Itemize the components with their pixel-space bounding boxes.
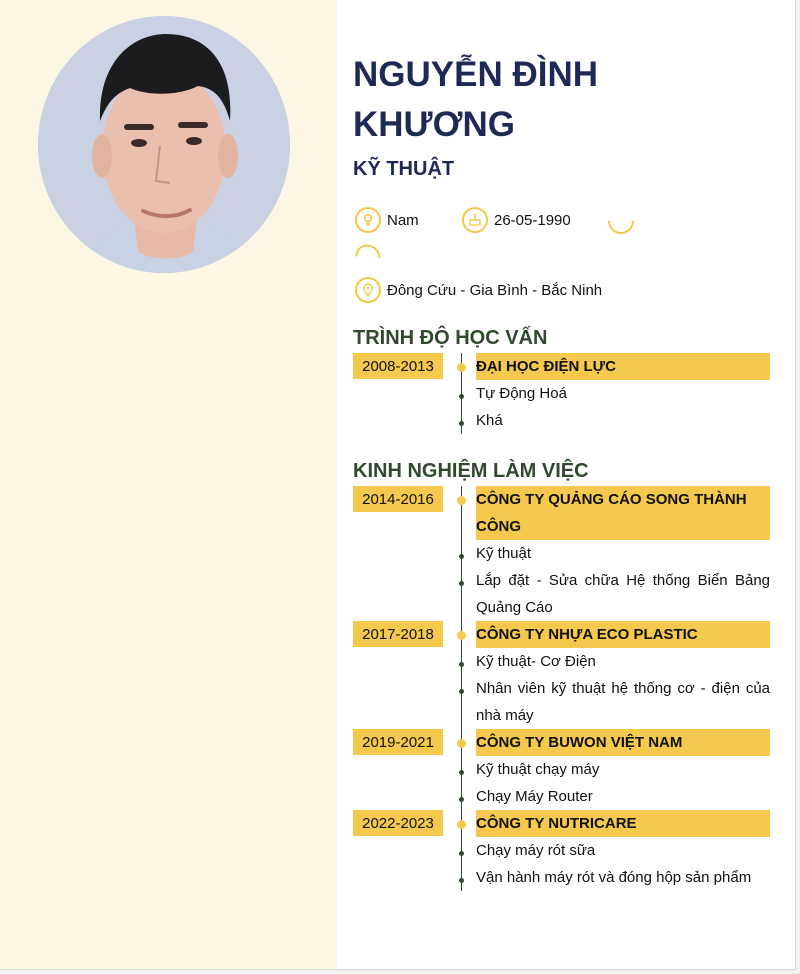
location-icon xyxy=(355,277,381,303)
timeline-subdot xyxy=(459,421,464,426)
email-icon xyxy=(350,239,385,274)
job-position: Chạy máy rót sữa xyxy=(476,842,596,859)
full-name: NGUYỄN ĐÌNH KHƯƠNG xyxy=(353,55,599,144)
timeline-subdot xyxy=(459,770,464,775)
education-grade: Khá xyxy=(476,412,503,429)
timeline-subdot xyxy=(459,394,464,399)
education-school: ĐẠI HỌC ĐIỆN LỰC xyxy=(476,353,770,380)
timeline-subdot xyxy=(459,662,464,667)
timeline-dot xyxy=(457,496,466,505)
job-description: Chạy Máy Router xyxy=(476,788,593,805)
timeline-subdot xyxy=(459,689,464,694)
experience-title: KINH NGHIỆM LÀM VIỆC xyxy=(353,460,589,482)
birthday-cake-icon xyxy=(462,207,488,233)
timeline-dot xyxy=(457,631,466,640)
job-position: Kỹ thuật xyxy=(476,545,532,562)
timeline-subdot xyxy=(459,851,464,856)
job-company: CÔNG TY NUTRICARE xyxy=(476,810,770,837)
phone-icon xyxy=(603,203,640,240)
timeline-subdot xyxy=(459,554,464,559)
address-info xyxy=(355,277,602,303)
job-company: CÔNG TY QUẢNG CÁO SONG THÀNH CÔNG xyxy=(476,486,770,540)
dob-info xyxy=(462,207,571,233)
education-major: Tự Động Hoá xyxy=(476,385,567,402)
sidebar xyxy=(0,0,337,969)
job-company: CÔNG TY NHỰA ECO PLASTIC xyxy=(476,621,770,648)
job-company: CÔNG TY BUWON VIỆT NAM xyxy=(476,729,770,756)
education-date: 2008-2013 xyxy=(353,353,443,379)
job-description: Lắp đặt - Sửa chữa Hệ thống Biển Bảng Quảng Cáo xyxy=(476,572,770,616)
job-description: Nhân viên kỹ thuật hệ thống cơ - điện của nhà máy xyxy=(476,680,770,724)
avatar xyxy=(38,16,290,273)
job-date: 2019-2021 xyxy=(353,729,443,755)
timeline-dot xyxy=(457,820,466,829)
job-date: 2017-2018 xyxy=(353,621,443,647)
timeline-subdot xyxy=(459,581,464,586)
job-description: Vận hành máy rót và đóng hộp sản phẩm xyxy=(476,869,752,886)
portrait-photo xyxy=(38,16,290,273)
job-date: 2022-2023 xyxy=(353,810,443,836)
dob-value: 26-05-1990 xyxy=(494,211,571,229)
job-position: Kỹ thuật chạy máy xyxy=(476,761,600,778)
timeline-dot xyxy=(457,363,466,372)
job-title: KỸ THUẬT xyxy=(353,158,455,180)
job-position: Kỹ thuật- Cơ Điện xyxy=(476,653,596,670)
address-value: Đông Cứu - Gia Bình - Bắc Ninh xyxy=(387,281,603,299)
timeline-subdot xyxy=(459,797,464,802)
education-title: TRÌNH ĐỘ HỌC VẤN xyxy=(353,327,548,349)
gender-value: Nam xyxy=(387,211,419,229)
gender-info xyxy=(355,207,419,233)
job-date: 2014-2016 xyxy=(353,486,443,512)
gender-icon xyxy=(355,207,381,233)
timeline-dot xyxy=(457,739,466,748)
timeline-subdot xyxy=(459,878,464,883)
